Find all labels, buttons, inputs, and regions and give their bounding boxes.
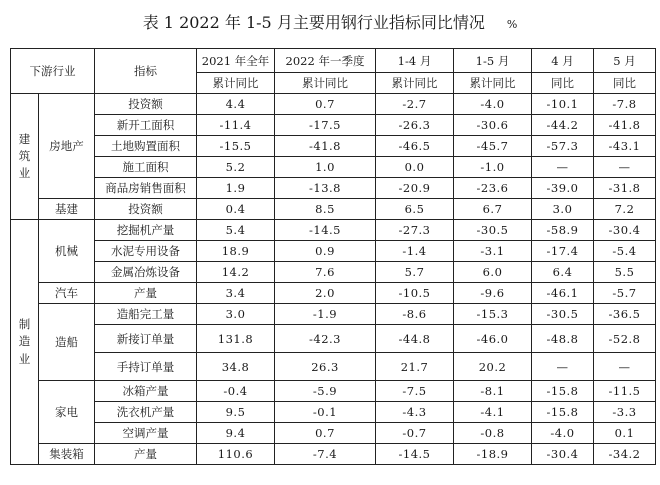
value-cell: -30.4: [532, 444, 594, 465]
value-cell: -0.7: [376, 423, 454, 444]
value-cell: 5.5: [594, 262, 656, 283]
value-cell: -1.9: [275, 304, 376, 325]
header-sub: 同比: [594, 73, 656, 94]
value-cell: -11.5: [594, 381, 656, 402]
value-cell: -46.1: [532, 283, 594, 304]
steel-industry-table: [10, 48, 656, 465]
table-row: [11, 199, 656, 220]
value-cell: -41.8: [275, 136, 376, 157]
table-row: [11, 402, 656, 423]
indicator-cell: 洗衣机产量: [95, 402, 197, 423]
value-cell: -44.2: [532, 115, 594, 136]
value-cell: -13.8: [275, 178, 376, 199]
table-row: [11, 115, 656, 136]
table-row: [11, 304, 656, 325]
value-cell: 3.0: [532, 199, 594, 220]
value-cell: -0.8: [454, 423, 532, 444]
value-cell: -48.8: [532, 325, 594, 353]
value-cell: -30.4: [594, 220, 656, 241]
value-cell: —: [594, 157, 656, 178]
value-cell: -2.7: [376, 94, 454, 115]
value-cell: -20.9: [376, 178, 454, 199]
value-cell: -5.7: [594, 283, 656, 304]
value-cell: 5.7: [376, 262, 454, 283]
subgroup-cell: 房地产: [39, 94, 95, 199]
value-cell: -44.8: [376, 325, 454, 353]
value-cell: -39.0: [532, 178, 594, 199]
value-cell: -4.0: [454, 94, 532, 115]
table-row: [11, 241, 656, 262]
group-char: 筑: [18, 148, 31, 163]
value-cell: 6.0: [454, 262, 532, 283]
value-cell: -10.1: [532, 94, 594, 115]
value-cell: -36.5: [594, 304, 656, 325]
indicator-cell: 投资额: [95, 199, 197, 220]
value-cell: -30.5: [532, 304, 594, 325]
unit-label: %: [506, 18, 518, 31]
value-cell: -45.7: [454, 136, 532, 157]
header-sub: 累计同比: [197, 73, 275, 94]
value-cell: 0.7: [275, 94, 376, 115]
value-cell: 1.9: [197, 178, 275, 199]
value-cell: -57.3: [532, 136, 594, 157]
value-cell: 5.4: [197, 220, 275, 241]
value-cell: -46.0: [454, 325, 532, 353]
table-body: [11, 49, 656, 465]
value-cell: 4.4: [197, 94, 275, 115]
header-sub: 同比: [532, 73, 594, 94]
header-period: 1-4 月: [376, 49, 454, 73]
value-cell: 131.8: [197, 325, 275, 353]
header-sub: 累计同比: [275, 73, 376, 94]
group-char: 业: [18, 166, 31, 181]
header-industry: 下游行业: [11, 49, 95, 94]
value-cell: —: [532, 157, 594, 178]
header-period: 1-5 月: [454, 49, 532, 73]
value-cell: 6.7: [454, 199, 532, 220]
value-cell: —: [532, 353, 594, 381]
value-cell: 110.6: [197, 444, 275, 465]
header-period: 5 月: [594, 49, 656, 73]
table-row: [11, 444, 656, 465]
value-cell: 0.4: [197, 199, 275, 220]
table-row: [11, 353, 656, 381]
table-row: [11, 283, 656, 304]
indicator-cell: 新接订单量: [95, 325, 197, 353]
value-cell: -0.4: [197, 381, 275, 402]
header-period: 4 月: [532, 49, 594, 73]
indicator-cell: 投资额: [95, 94, 197, 115]
table-title: [0, 10, 660, 33]
value-cell: 9.5: [197, 402, 275, 423]
group-cell: [11, 94, 39, 220]
value-cell: 5.2: [197, 157, 275, 178]
value-cell: -3.1: [454, 241, 532, 262]
header-period: 2021 年全年: [197, 49, 275, 73]
subgroup-cell: 家电: [39, 381, 95, 444]
table-row: [11, 325, 656, 353]
value-cell: -4.3: [376, 402, 454, 423]
value-cell: -30.6: [454, 115, 532, 136]
header-indicator: 指标: [95, 49, 197, 94]
value-cell: -9.6: [454, 283, 532, 304]
group-char: 建: [18, 131, 31, 146]
value-cell: -8.1: [454, 381, 532, 402]
value-cell: -10.5: [376, 283, 454, 304]
indicator-cell: 产量: [95, 444, 197, 465]
group-char: 业: [18, 351, 31, 366]
table-row: [11, 381, 656, 402]
header-sub: 累计同比: [454, 73, 532, 94]
group-char: 造: [18, 334, 31, 349]
header-sub: 累计同比: [376, 73, 454, 94]
value-cell: -7.5: [376, 381, 454, 402]
value-cell: -15.8: [532, 381, 594, 402]
table-row: [11, 157, 656, 178]
value-cell: 21.7: [376, 353, 454, 381]
header-period: 2022 年一季度: [275, 49, 376, 73]
value-cell: 0.1: [594, 423, 656, 444]
value-cell: 7.6: [275, 262, 376, 283]
value-cell: —: [594, 353, 656, 381]
value-cell: -18.9: [454, 444, 532, 465]
value-cell: -42.3: [275, 325, 376, 353]
value-cell: 6.4: [532, 262, 594, 283]
subgroup-cell: 集装箱: [39, 444, 95, 465]
value-cell: 6.5: [376, 199, 454, 220]
value-cell: -5.4: [594, 241, 656, 262]
indicator-cell: 金属冶炼设备: [95, 262, 197, 283]
value-cell: 3.0: [197, 304, 275, 325]
value-cell: -58.9: [532, 220, 594, 241]
group-char: 制: [18, 317, 31, 332]
subgroup-cell: 造船: [39, 304, 95, 381]
value-cell: -23.6: [454, 178, 532, 199]
value-cell: -4.0: [532, 423, 594, 444]
title-text: 表 1 2022 年 1-5 月主要用钢行业指标同比情况: [142, 13, 485, 32]
value-cell: -41.8: [594, 115, 656, 136]
indicator-cell: 土地购置面积: [95, 136, 197, 157]
subgroup-cell: 机械: [39, 220, 95, 283]
value-cell: -11.4: [197, 115, 275, 136]
value-cell: -27.3: [376, 220, 454, 241]
indicator-cell: 产量: [95, 283, 197, 304]
value-cell: -31.8: [594, 178, 656, 199]
value-cell: -8.6: [376, 304, 454, 325]
value-cell: -46.5: [376, 136, 454, 157]
table-row: [11, 423, 656, 444]
value-cell: 14.2: [197, 262, 275, 283]
value-cell: -1.4: [376, 241, 454, 262]
indicator-cell: 挖掘机产量: [95, 220, 197, 241]
value-cell: -15.5: [197, 136, 275, 157]
group-cell: [11, 220, 39, 465]
indicator-cell: 水泥专用设备: [95, 241, 197, 262]
indicator-cell: 施工面积: [95, 157, 197, 178]
value-cell: 7.2: [594, 199, 656, 220]
value-cell: -1.0: [454, 157, 532, 178]
value-cell: 0.0: [376, 157, 454, 178]
value-cell: 9.4: [197, 423, 275, 444]
value-cell: -7.8: [594, 94, 656, 115]
indicator-cell: 冰箱产量: [95, 381, 197, 402]
value-cell: -14.5: [376, 444, 454, 465]
value-cell: 18.9: [197, 241, 275, 262]
value-cell: 0.9: [275, 241, 376, 262]
value-cell: 2.0: [275, 283, 376, 304]
value-cell: -15.8: [532, 402, 594, 423]
value-cell: -5.9: [275, 381, 376, 402]
value-cell: -30.5: [454, 220, 532, 241]
table-row: [11, 220, 656, 241]
value-cell: -14.5: [275, 220, 376, 241]
value-cell: 34.8: [197, 353, 275, 381]
indicator-cell: 造船完工量: [95, 304, 197, 325]
value-cell: -15.3: [454, 304, 532, 325]
value-cell: 26.3: [275, 353, 376, 381]
table-row: [11, 262, 656, 283]
subgroup-cell: 基建: [39, 199, 95, 220]
indicator-cell: 新开工面积: [95, 115, 197, 136]
value-cell: 8.5: [275, 199, 376, 220]
value-cell: -34.2: [594, 444, 656, 465]
table-row: [11, 136, 656, 157]
subgroup-cell: 汽车: [39, 283, 95, 304]
indicator-cell: 商品房销售面积: [95, 178, 197, 199]
value-cell: -0.1: [275, 402, 376, 423]
value-cell: 20.2: [454, 353, 532, 381]
header-row-periods: [11, 49, 656, 73]
value-cell: 3.4: [197, 283, 275, 304]
value-cell: -17.4: [532, 241, 594, 262]
indicator-cell: 手持订单量: [95, 353, 197, 381]
value-cell: -4.1: [454, 402, 532, 423]
value-cell: 1.0: [275, 157, 376, 178]
value-cell: -52.8: [594, 325, 656, 353]
table-row: [11, 94, 656, 115]
value-cell: -26.3: [376, 115, 454, 136]
value-cell: -17.5: [275, 115, 376, 136]
value-cell: -7.4: [275, 444, 376, 465]
indicator-cell: 空调产量: [95, 423, 197, 444]
table-row: [11, 178, 656, 199]
value-cell: -43.1: [594, 136, 656, 157]
value-cell: -3.3: [594, 402, 656, 423]
value-cell: 0.7: [275, 423, 376, 444]
